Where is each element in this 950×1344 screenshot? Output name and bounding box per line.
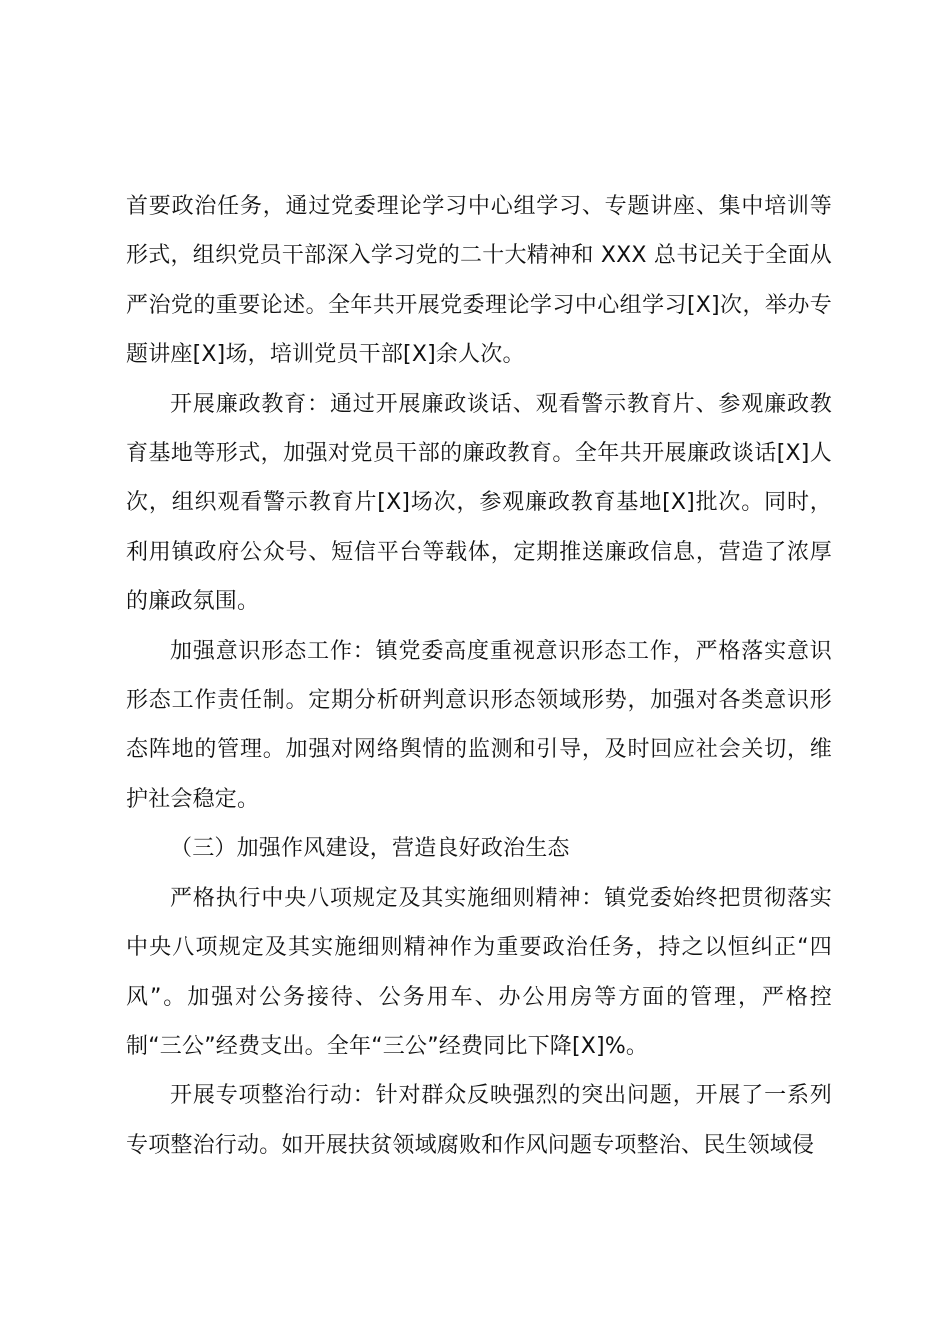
paragraph-study-continuation: 首要政治任务，通过党委理论学习中心组学习、专题讲座、集中培训等形式，组织党员干部深入学习党的二十大精神和 XXX 总书记关于全面从严治党的重要论述。全年共开展党委理论学习中心组学习[X]次，举办专题讲座[X]场，培训党员干部[X]余人次。 [126, 194, 832, 368]
document-body [126, 182, 832, 1170]
paragraph-eight-regulations: 严格执行中央八项规定及其实施细则精神：镇党委始终把贯彻落实中央八项规定及其实施细则精神作为重要政治任务，持之以恒纠正“四风”。加强对公务接待、公务用车、办公用房等方面的管理，严格控制“三公”经费支出。全年“三公”经费同比下降[X]%。 [126, 885, 832, 1059]
paragraph-integrity-education: 开展廉政教育：通过开展廉政谈话、观看警示教育片、参观廉政教育基地等形式，加强对党员干部的廉政教育。全年共开展廉政谈话[X]人次，组织观看警示教育片[X]场次，参观廉政教育基地[X]批次。同时，利用镇政府公众号、短信平台等载体，定期推送廉政信息，营造了浓厚的廉政氛围。 [126, 391, 832, 615]
section-heading-work-style: （三）加强作风建设，营造良好政治生态 [170, 836, 570, 862]
paragraph-special-rectification: 开展专项整治行动：针对群众反映强烈的突出问题，开展了一系列专项整治行动。如开展扶贫领域腐败和作风问题专项整治、民生领域侵 [126, 1083, 832, 1158]
paragraph-ideology-work: 加强意识形态工作：镇党委高度重视意识形态工作，严格落实意识形态工作责任制。定期分析研判意识形态领域形势，加强对各类意识形态阵地的管理。加强对网络舆情的监测和引导，及时回应社会关切，维护社会稳定。 [126, 638, 832, 812]
